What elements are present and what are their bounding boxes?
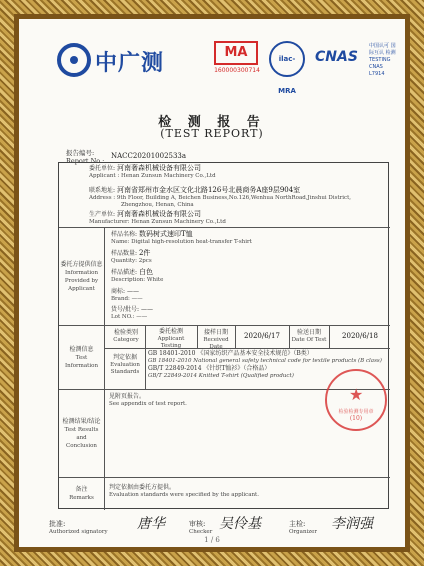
cma-number: 160000300714 bbox=[214, 67, 260, 74]
results-line-cn: 见附页报告。 bbox=[109, 393, 146, 400]
category-label-cn: 检验类别 bbox=[113, 329, 138, 336]
standard-3: GB/T 22849-2014 《针织T恤衫》（合格品） bbox=[148, 365, 271, 372]
test-date: 2020/6/18 bbox=[342, 332, 378, 340]
remarks-block bbox=[59, 477, 390, 510]
sample-name-en: Digital high-resolution heat-transfer T-shirt bbox=[131, 239, 252, 245]
category-value-en: Applicant Testing bbox=[157, 335, 185, 349]
cnas-icon: CNAS bbox=[315, 49, 358, 65]
applicant-label-cn: 委托单位: bbox=[89, 165, 116, 172]
address-value-cn: 河南省郑州市金水区文化北路126号北晨商务A座9层904室 bbox=[116, 186, 301, 194]
remarks-section-label: 备注 Remarks bbox=[59, 478, 105, 510]
test-info-section-label: 检测信息 Test Information bbox=[59, 326, 105, 389]
inspection-seal: ★ 检验检测专用章 (10) bbox=[325, 369, 387, 431]
remarks-line-en: Evaluation standards were specified by the applicant. bbox=[109, 492, 259, 498]
sample-desc-cn: 白色 bbox=[138, 268, 153, 276]
cnas-mark bbox=[315, 41, 365, 81]
address-value-en: 9th Floor, Building A, Beichen Business,No.126,Wenhua NorthRoad,Jinshui District, bbox=[116, 195, 352, 201]
brand-value: —— bbox=[126, 288, 139, 295]
organizer-signature: 李润强 bbox=[331, 516, 373, 532]
approver-signature: 唐华 bbox=[137, 516, 165, 532]
brand-value-en: —— bbox=[131, 296, 143, 302]
approver-label: 批准: Authorized signatory bbox=[49, 520, 108, 535]
received-date: 2020/6/17 bbox=[244, 332, 280, 340]
report-title-en: (TEST REPORT) bbox=[160, 127, 264, 140]
category-value-cn: 委托检测 bbox=[158, 328, 183, 335]
cgt-logo-icon bbox=[57, 43, 91, 77]
lot-value: —— bbox=[140, 306, 153, 313]
report-no-label: 报告编号: Report No.: bbox=[66, 149, 105, 165]
standard-2: GB 18401-2010 National general safety technical code for textile products (B class) bbox=[148, 357, 382, 364]
applicant-value-en: Henan Zunsun Machinery Co.,Ltd bbox=[121, 173, 216, 179]
applicant-value-cn: 河南奢森机械设备有限公司 bbox=[116, 164, 201, 172]
lot-value-en: —— bbox=[136, 314, 148, 320]
ilac-mark bbox=[264, 41, 310, 95]
report-no-value: NACC20201002533a bbox=[111, 152, 187, 160]
sample-qty-cn: 2件 bbox=[138, 249, 151, 257]
checker-label: 审核: Checker bbox=[189, 520, 213, 535]
ilac-icon: ilac-MRA bbox=[269, 41, 305, 77]
results-section-label: 检测结果/结论 Test Results and Conclusion bbox=[59, 390, 105, 477]
standard-4: GB/T 22849-2014 Knitted T-shirt (Qualified product) bbox=[148, 372, 294, 379]
applicant-block: 委托单位: 河南奢森机械设备有限公司 Applicant : Henan Zunsun Machinery Co.,Ltd 联系地址: 河南省郑州市金水区文化北路126号北晨商务A座9层904室 Address : 9th Floor, Building A, Beichen Business,No.126,Wenhua NorthRoad,Jinshui District, Zhengzhou, Henan, China 生产单位: 河南奢森机械设备有限公司 Manufacturer: Henan Zunsun Machinery Co.,Ltd bbox=[89, 164, 352, 225]
test-info-block: 检测信息 Test Information 检验类别 Category 委托检测 Applicant Testing 接样日期 Received Date 2020/6/17 验送日期 Date Of Test 2020/6/18 判定依据 Evaluation Standards GB 18401-2010 《国家纺织产品基本安全技术规范》（B类） GB 18401-2010 National general safety technical code for textile products (B class) GB/T 22849-2014 《针织T恤衫》（合格品） GB/T 22849-2014 Knitted T-shirt (Qualified product) bbox=[59, 325, 390, 389]
organizer-label: 主检: Organizer bbox=[289, 520, 318, 535]
cnas-small-text: 中国认可 国际互认 检测 TESTING CNAS L7914 bbox=[369, 43, 396, 77]
cma-icon: MA bbox=[214, 41, 258, 65]
report-title-cn: 检 测 报 告 bbox=[158, 115, 266, 130]
report-page bbox=[19, 19, 405, 547]
page-indicator: 1 / 6 bbox=[204, 536, 220, 544]
cma-mark bbox=[214, 41, 260, 81]
address-value-en-2: Zhengzhou, Henan, China bbox=[121, 202, 194, 208]
standard-1: GB 18401-2010 《国家纺织产品基本安全技术规范》（B类） bbox=[148, 350, 313, 357]
report-table bbox=[58, 162, 389, 509]
manufacturer-value-en: Henan Zunsun Machinery Co.,Ltd bbox=[131, 219, 226, 225]
sample-name-cn: 数码树式速印T恤 bbox=[138, 230, 193, 238]
seal-star-icon: ★ bbox=[349, 385, 364, 404]
sample-qty-en: 2pcs bbox=[138, 258, 152, 264]
remarks-line-cn: 判定依据由委托方提供。 bbox=[109, 484, 176, 491]
manufacturer-value-cn: 河南奢森机械设备有限公司 bbox=[116, 210, 201, 218]
sample-block: 委托方提供信息 Information Provided by Applicant 样品名称: 数码树式速印T恤 Name: Digital high-resolution heat-transfer T-shirt 样品数量: 2件 Quantity: 2pcs 样品描述: 白色 Description: White 商标: —— Brand: —— 货号/批号: —— Lot NO.: —— bbox=[59, 227, 390, 325]
sample-section-label: 委托方提供信息 Information Provided by Applicant bbox=[59, 228, 105, 325]
brand-name: 中广测 bbox=[95, 51, 165, 76]
checker-signature: 吴伶基 bbox=[219, 516, 261, 532]
sample-desc-en: White bbox=[146, 277, 164, 283]
results-line-en: See appendix of test report. bbox=[109, 401, 187, 407]
